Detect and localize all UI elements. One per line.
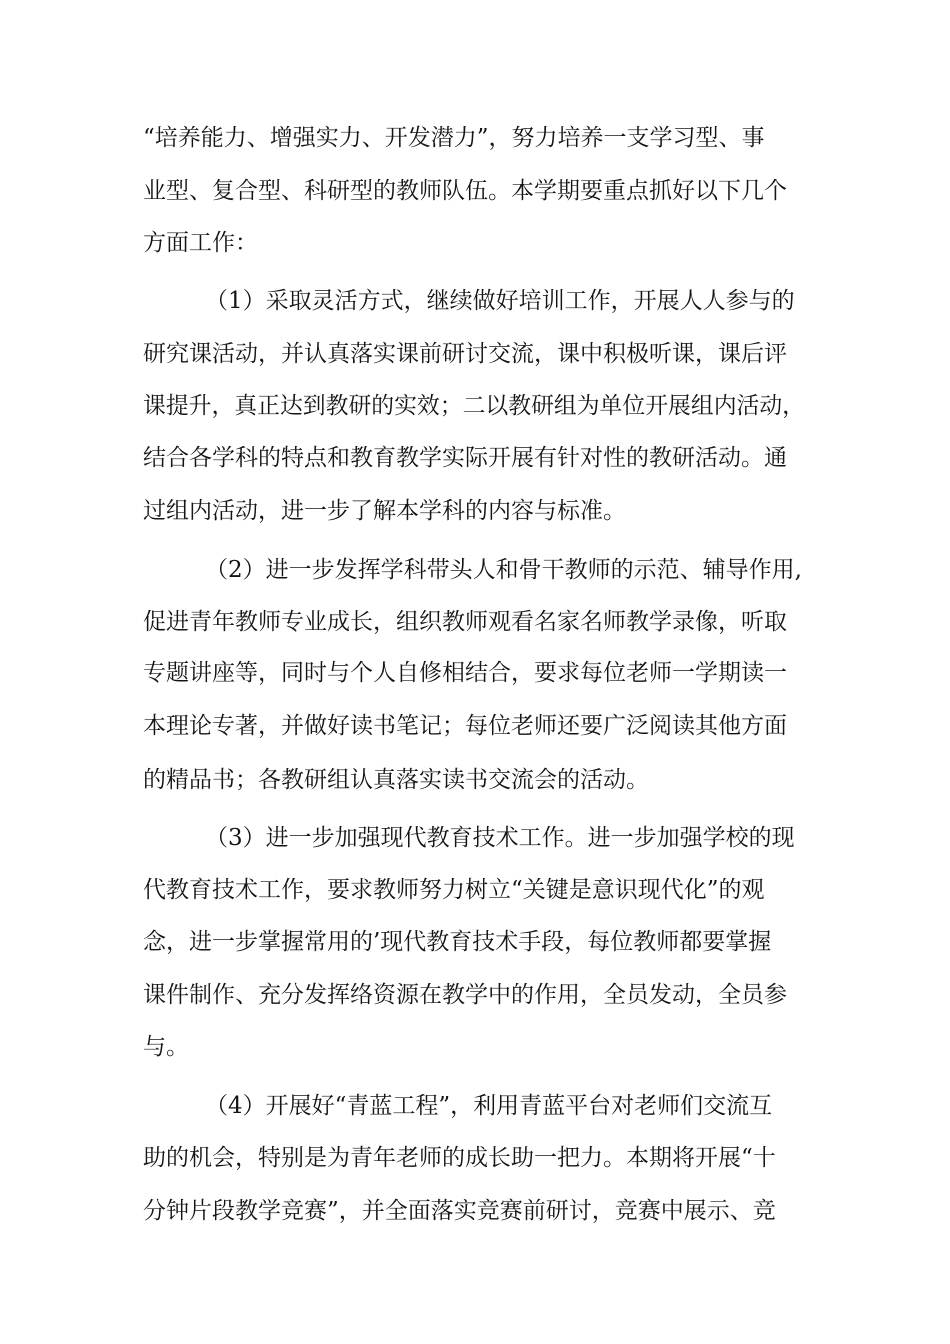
- text-line: 的精品书；各教研组认真落实读书交流会的活动。: [143, 767, 649, 793]
- text-line: 代教育技术工作，要求教师努力树立“关键是意识现代化”的观: [143, 877, 765, 903]
- text-line: （1）采取灵活方式，继续做好培训工作，开展人人参与的: [205, 288, 795, 314]
- text-line: 促进青年教师专业成长，组织教师观看名家名师教学录像，听取: [143, 609, 787, 635]
- text-line: 课提升，真正达到教研的实效；二以教研组为单位开展组内活动，: [143, 393, 805, 419]
- text-line: 与。: [143, 1034, 189, 1060]
- text-line: （4）开展好“青蓝工程”，利用青蓝平台对老师们交流互: [205, 1093, 773, 1119]
- text-line: 研究课活动，并认真落实课前研讨交流，课中积极听课，课后评: [143, 341, 787, 367]
- text-line: 过组内活动，进一步了解本学科的内容与标准。: [143, 498, 626, 524]
- text-line: 结合各学科的特点和教育教学实际开展有针对性的教研活动。通: [143, 445, 787, 471]
- text-line: 念，进一步掌握常用的’现代教育技术手段，每位教师都要掌握: [143, 929, 772, 955]
- text-line: 分钟片段教学竞赛”，并全面落实竞赛前研讨，竞赛中展示、竞: [143, 1198, 776, 1224]
- text-line: 课件制作、充分发挥络资源在教学中的作用，全员发动，全员参: [143, 982, 787, 1008]
- text-line: 本理论专著，并做好读书笔记；每位老师还要广泛阅读其他方面: [143, 713, 787, 739]
- text-line: 业型、复合型、科研型的教师队伍。本学期要重点抓好以下几个: [143, 178, 787, 204]
- text-line: “培养能力、增强实力、开发潜力”，努力培养一支学习型、事: [143, 125, 765, 151]
- text-line: 专题讲座等，同时与个人自修相结合，要求每位老师一学期读一: [143, 660, 787, 686]
- text-line: 方面工作：: [143, 230, 258, 256]
- text-line: （3）进一步加强现代教育技术工作。进一步加强学校的现: [205, 825, 795, 851]
- text-line: （2）进一步发挥学科带头人和骨干教师的示范、辅导作用,: [205, 557, 802, 583]
- text-line: 助的机会，特别是为青年老师的成长助一把力。本期将开展“十: [143, 1145, 776, 1171]
